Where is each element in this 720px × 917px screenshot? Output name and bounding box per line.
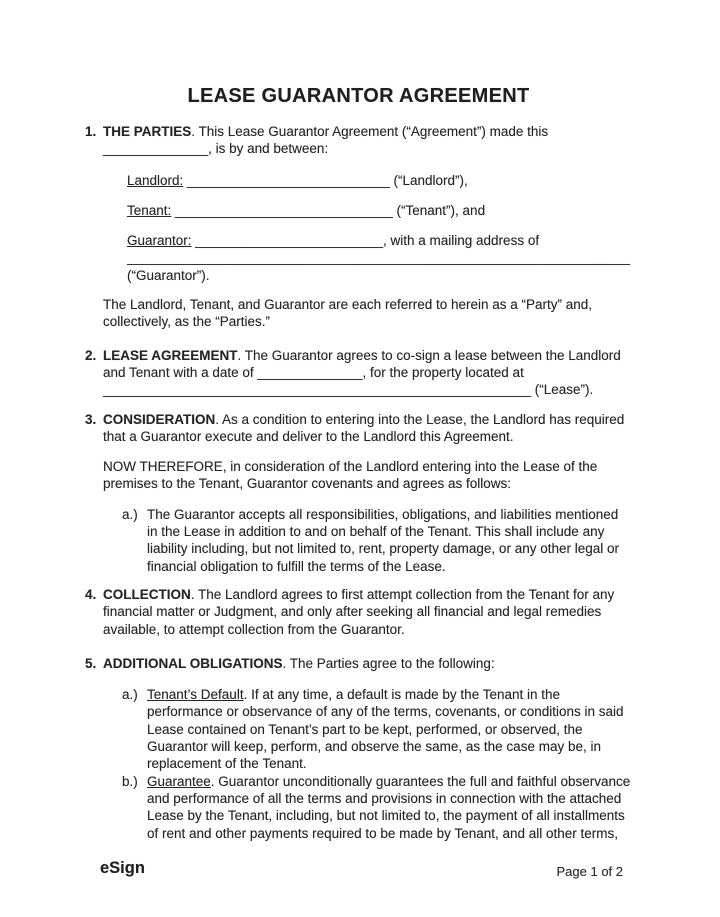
tenants-default-text: . If at any time, a default is made by the Tenant in the performance or observance of any of the terms, covenants, or conditions in said Lease contained on Tenant’s part to be kept, performed, or observed, the Guarantor will keep, perform, and observe the same, as the case may be, in replacement of the Tenant. [147, 687, 624, 772]
section-parties-number: 1. [85, 124, 97, 139]
page-number: Page 1 of 2 [556, 864, 623, 879]
guarantor-parenthetical: (“Guarantor”). [127, 267, 210, 283]
guarantee-item [122, 773, 632, 842]
now-therefore-paragraph: NOW THEREFORE, in consideration of the Landlord entering into the Lease of the premises to the Tenant, Guarantor covenants and agrees as follows: [103, 459, 598, 492]
landlord-line [127, 172, 632, 189]
guarantor-label: Guarantor: [127, 233, 192, 249]
section-parties [85, 123, 632, 347]
guarantee-label: Guarantee [147, 773, 211, 789]
section-collection-number: 4. [85, 586, 97, 602]
section-additional-obligations [85, 655, 632, 842]
section-collection [85, 586, 632, 655]
guarantor-blank: _________________________, with a mailing address of [191, 233, 540, 249]
lease-agreement-paragraph [103, 347, 632, 399]
tenants-default-body [147, 686, 632, 772]
section-additional-heading: ADDITIONAL OBLIGATIONS [103, 655, 283, 671]
additional-obligations-text: . The Parties agree to the following: [282, 655, 495, 671]
tenant-blank: _____________________________ (“Tenant”), and [171, 202, 486, 218]
mailing-address-blank: ___________________________________________________________________ [127, 250, 631, 266]
section-lease-agreement [85, 347, 632, 411]
tenant-line [127, 202, 632, 219]
parties-list [127, 172, 632, 284]
collection-text: . The Landlord agrees to first attempt collection from the Tenant for any financial matter or Judgment, and only after seeking all financial and legal remedies available, to attempt collection from the Guarantor. [103, 586, 615, 637]
tenants-default-marker: a.) [122, 687, 138, 703]
consideration-paragraph [103, 411, 632, 446]
tenants-default-item [122, 686, 632, 772]
section-additional-number: 5. [85, 655, 97, 671]
parties-collective-note: The Landlord, Tenant, and Guarantor are each referred to herein as a “Party” and, collectively, as the “Parties.” [103, 297, 593, 330]
section-consideration-number: 3. [85, 411, 97, 427]
collection-paragraph [103, 586, 632, 638]
parties-intro-text: . This Lease Guarantor Agreement (“Agreement”) made this ______________, is by and between: [103, 124, 549, 157]
section-collection-heading: COLLECTION [103, 586, 191, 602]
esign-logo: eSign [100, 859, 145, 877]
parties-intro [103, 123, 632, 158]
landlord-label: Landlord: [127, 172, 184, 188]
lease-agreement-text: . The Guarantor agrees to co-sign a lease between the Landlord and Tenant with a date of ______________, for the property located at _________________________________________________________ (“Lease”). [103, 347, 621, 398]
section-consideration-heading: CONSIDERATION [103, 411, 216, 427]
document-title: LEASE GUARANTOR AGREEMENT [187, 85, 530, 107]
section-parties-heading: THE PARTIES [103, 124, 192, 139]
guarantee-text: . Guarantor unconditionally guarantees the full and faithful observance and performance of all the terms and provisions in connection with the attached Lease by the Tenant, including, but not limited to, the payment of all installments of rent and other payments required to be made by Tenant, and all other terms, [147, 773, 631, 841]
section-lease-heading: LEASE AGREEMENT [103, 347, 238, 363]
section-consideration [85, 411, 632, 586]
consideration-item-a-text: The Guarantor accepts all responsibilities, obligations, and liabilities mentioned in the Lease in addition to and on behalf of the Tenant. This shall include any liability including, but not limited to, rent, property damage, or any other legal or financial obligation to fulfill the terms of the Lease. [147, 506, 620, 574]
tenant-label: Tenant: [127, 202, 172, 218]
guarantee-marker: b.) [122, 773, 138, 789]
guarantor-line [127, 232, 632, 249]
additional-obligations-paragraph [103, 655, 632, 672]
consideration-text: . As a condition to entering into the Lease, the Landlord has required that a Guarantor execute and deliver to the Landlord this Agreement. [103, 411, 625, 444]
consideration-item-a-marker: a.) [122, 506, 138, 522]
section-lease-number: 2. [85, 347, 97, 363]
document-content [85, 84, 632, 842]
guarantee-body [147, 773, 632, 842]
tenants-default-label: Tenant’s Default [147, 687, 244, 703]
landlord-blank: ___________________________ (“Landlord”), [183, 172, 468, 188]
consideration-item-a [122, 506, 632, 575]
